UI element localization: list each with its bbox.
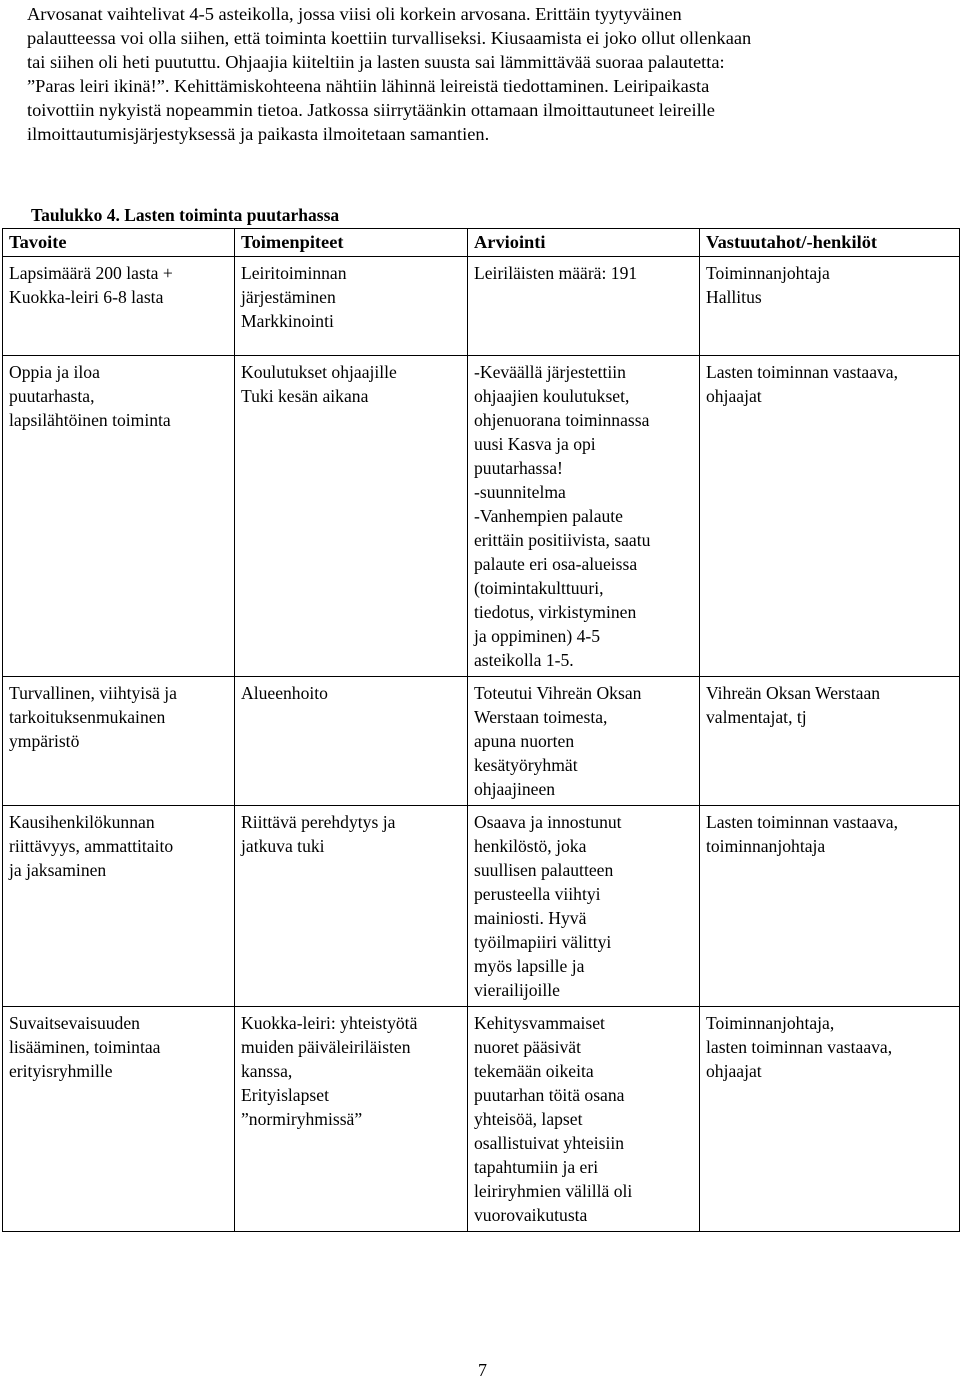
header-arviointi: Arviointi [468,229,700,257]
cell-text-line: Kehitysvammaiset [474,1013,605,1033]
cell-text-line: tiedotus, virkistyminen [474,602,637,622]
cell-text-line: tekemään oikeita [474,1061,594,1081]
cell-text-line: Markkinointi [241,311,334,331]
tavoite-cell [3,806,235,1007]
table-header-row [3,229,960,257]
cell-text-line: Kuokka-leiri: yhteistyötä [241,1013,418,1033]
cell-text-line: Alueenhoito [241,683,328,703]
cell-text-line: Werstaan toimesta, [474,707,608,727]
cell-text-line: puutarhan töitä osana [474,1085,625,1105]
cell-text-line: riittävyys, ammattitaito [9,836,174,856]
cell-text-line: apuna nuorten [474,731,575,751]
arviointi-cell [468,257,700,356]
activities-table [2,228,960,1232]
vastuutahot-cell [700,257,960,356]
table-row [3,677,960,806]
cell-text-line: puutarhassa! [474,458,563,478]
cell-text-line: muiden päiväleiriläisten [241,1037,411,1057]
cell-text-line: Lapsimäärä 200 lasta + [9,263,173,283]
cell-text-line: (toimintakulttuuri, [474,578,604,598]
cell-text-line: Kuokka-leiri 6-8 lasta [9,287,164,307]
cell-text-line: työilmapiiri välittyi [474,932,612,952]
vastuutahot-cell [700,1007,960,1232]
cell-text-line: kesätyöryhmät [474,755,578,775]
cell-text-line: puutarhasta, [9,386,95,406]
arviointi-cell [468,1007,700,1232]
cell-text-line: Suvaitsevaisuuden [9,1013,140,1033]
cell-text-line: nuoret pääsivät [474,1037,581,1057]
cell-text-line: Turvallinen, viihtyisä ja [9,683,177,703]
intro-line: ”Paras leiri ikinä!”. Kehittämiskohteena nähtiin lähinnä leireistä tiedottaminen. Leiripaikasta [27,76,710,96]
arviointi-cell [468,806,700,1007]
page-number: 7 [478,1360,487,1380]
cell-text-line: valmentajat, tj [706,707,807,727]
table-caption: Taulukko 4. Lasten toiminta puutarhassa [31,205,340,225]
toimenpiteet-cell [235,806,468,1007]
intro-line: Arvosanat vaihtelivat 4-5 asteikolla, jossa viisi oli korkein arvosana. Erittäin tyytyväinen [27,4,682,24]
cell-text-line: suullisen palautteen [474,860,614,880]
cell-text-line: Toteutui Vihreän Oksan [474,683,642,703]
cell-text-line: ohjaajat [706,1061,762,1081]
cell-text-line: kanssa, [241,1061,293,1081]
cell-text-line: Osaava ja innostunut [474,812,622,832]
cell-text-line: Kausihenkilökunnan [9,812,155,832]
cell-text-line: yhteisöä, lapset [474,1109,583,1129]
intro-line: tai siihen oli heti puututtu. Ohjaajia kiiteltiin ja lasten suusta sai lämmittävää suoraa palautetta: [27,52,725,72]
cell-text-line: Vihreän Oksan Werstaan [706,683,881,703]
cell-text-line: Erityislapset [241,1085,329,1105]
toimenpiteet-cell [235,677,468,806]
cell-text-line: erittäin positiivista, saatu [474,530,651,550]
cell-text-line: myös lapsille ja [474,956,585,976]
toimenpiteet-cell [235,356,468,677]
arviointi-cell [468,356,700,677]
cell-text-line: Leiritoiminnan [241,263,347,283]
cell-text-line: tarkoituksenmukainen [9,707,166,727]
cell-text-line: mainiosti. Hyvä [474,908,587,928]
tavoite-cell [3,257,235,356]
cell-text-line: tapahtumiin ja eri [474,1157,599,1177]
table-row [3,257,960,356]
cell-text-line: lasten toiminnan vastaava, [706,1037,893,1057]
cell-text-line: toiminnanjohtaja [706,836,826,856]
cell-text-line: Hallitus [706,287,762,307]
vastuutahot-cell [700,806,960,1007]
table-body [3,257,960,1232]
cell-text-line: Toiminnanjohtaja, [706,1013,835,1033]
cell-text-line: vierailijoille [474,980,560,1000]
intro-line: ilmoittautumisjärjestyksessä ja paikasta ilmoitetaan samantien. [27,124,490,144]
cell-text-line: osallistuivat yhteisiin [474,1133,625,1153]
tavoite-cell [3,356,235,677]
cell-text-line: ohjaajineen [474,779,556,799]
cell-text-line: henkilöstö, joka [474,836,587,856]
cell-text-line: ja jaksaminen [9,860,107,880]
vastuutahot-cell [700,356,960,677]
cell-text-line: -Keväällä järjestettiin [474,362,626,382]
cell-text-line: ohjenuorana toiminnassa [474,410,650,430]
cell-text-line: Koulutukset ohjaajille [241,362,397,382]
cell-text-line: vuorovaikutusta [474,1205,588,1225]
vastuutahot-cell [700,677,960,806]
cell-text-line: perusteella viihtyi [474,884,601,904]
arviointi-cell [468,677,700,806]
tavoite-cell [3,1007,235,1232]
cell-text-line: asteikolla 1-5. [474,650,574,670]
cell-text-line: -Vanhempien palaute [474,506,623,526]
table-row [3,806,960,1007]
cell-text-line: jatkuva tuki [241,836,325,856]
cell-text-line: Leiriläisten määrä: 191 [474,263,638,283]
cell-text-line: ja oppiminen) 4-5 [474,626,601,646]
cell-text-line: palaute eri osa-alueissa [474,554,638,574]
header-tavoite: Tavoite [3,229,235,257]
cell-text-line: -suunnitelma [474,482,566,502]
header-toimenpiteet: Toimenpiteet [235,229,468,257]
tavoite-cell [3,677,235,806]
cell-text-line: ympäristö [9,731,80,751]
toimenpiteet-cell [235,1007,468,1232]
cell-text-line: uusi Kasva ja opi [474,434,596,454]
cell-text-line: ohjaajat [706,386,762,406]
intro-paragraph [27,2,947,146]
intro-line: toivottiin nykyistä nopeammin tietoa. Jatkossa siirrytäänkin ottamaan ilmoittautuneet leireille [27,100,715,120]
cell-text-line: järjestäminen [241,287,336,307]
cell-text-line: lisääminen, toimintaa [9,1037,161,1057]
cell-text-line: erityisryhmille [9,1061,113,1081]
cell-text-line: leiriryhmien välillä oli [474,1181,633,1201]
intro-line: palautteessa voi olla siihen, että toiminta koettiin turvalliseksi. Kiusaamista ei joko ollut ollenkaan [27,28,752,48]
toimenpiteet-cell [235,257,468,356]
header-vastuutahot: Vastuutahot/-henkilöt [700,229,960,257]
cell-text-line: Toiminnanjohtaja [706,263,830,283]
cell-text-line: Lasten toiminnan vastaava, [706,362,899,382]
cell-text-line: ”normiryhmissä” [241,1109,363,1129]
cell-text-line: Tuki kesän aikana [241,386,369,406]
cell-text-line: ohjaajien koulutukset, [474,386,630,406]
cell-text-line: Riittävä perehdytys ja [241,812,396,832]
table-row [3,1007,960,1232]
table-row [3,356,960,677]
cell-text-line: lapsilähtöinen toiminta [9,410,171,430]
cell-text-line: Oppia ja iloa [9,362,100,382]
cell-text-line: Lasten toiminnan vastaava, [706,812,899,832]
